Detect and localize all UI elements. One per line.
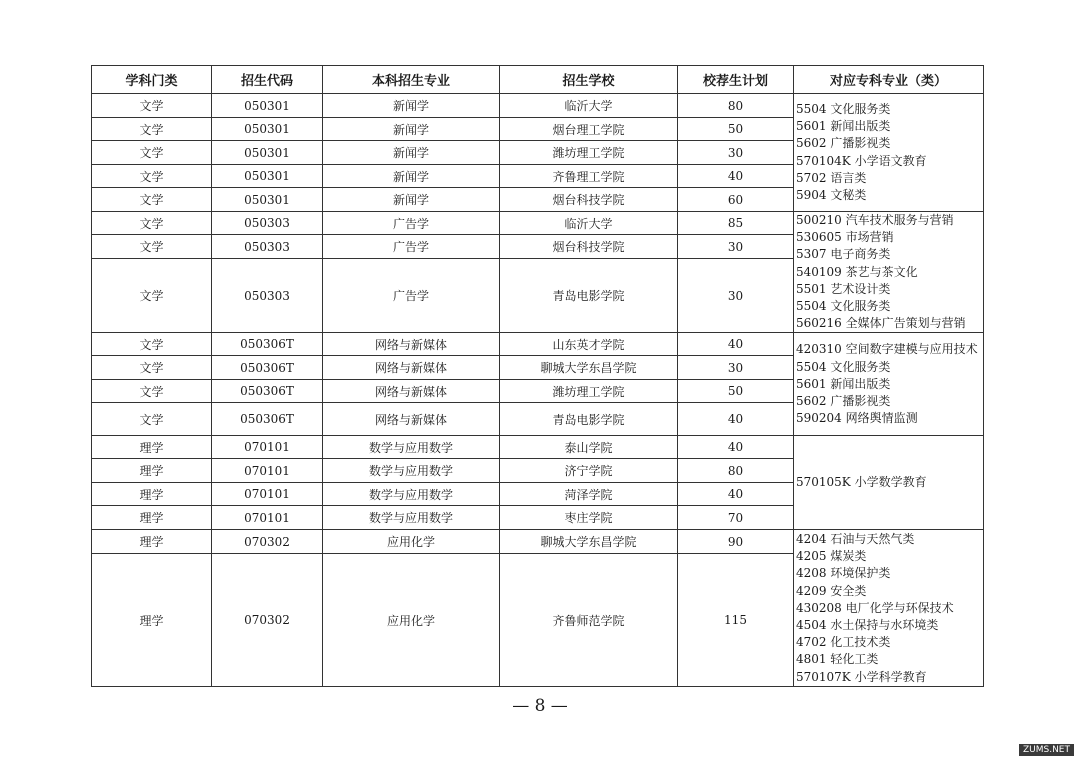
cell-school: 聊城大学东昌学院 bbox=[500, 530, 678, 554]
related-majors-cell bbox=[794, 333, 984, 436]
related-major-item: 420310 空间数字建模与应用技术 bbox=[796, 342, 978, 357]
cell-school: 临沂大学 bbox=[500, 94, 678, 118]
cell-code: 070101 bbox=[212, 459, 323, 483]
cell-major: 网络与新媒体 bbox=[323, 380, 500, 403]
cell-school: 聊城大学东昌学院 bbox=[500, 356, 678, 380]
cell-school: 烟台科技学院 bbox=[500, 188, 678, 212]
table-row bbox=[92, 530, 984, 554]
cell-major: 数学与应用数学 bbox=[323, 436, 500, 459]
cell-code: 050306T bbox=[212, 333, 323, 356]
cell-category: 理学 bbox=[92, 530, 212, 554]
related-major-item: 5602 广播影视类 bbox=[796, 394, 891, 409]
cell-plan: 80 bbox=[678, 459, 794, 483]
related-major-item: 570104K 小学语文教育 bbox=[796, 153, 927, 168]
cell-code: 070101 bbox=[212, 436, 323, 459]
cell-category: 文学 bbox=[92, 118, 212, 141]
related-major-item: 5702 语言类 bbox=[796, 170, 867, 185]
cell-plan: 80 bbox=[678, 94, 794, 118]
cell-category: 理学 bbox=[92, 554, 212, 687]
cell-code: 050303 bbox=[212, 235, 323, 259]
cell-major: 广告学 bbox=[323, 259, 500, 333]
related-major-item: 5601 新闻出版类 bbox=[796, 376, 891, 391]
related-major-item: 4205 煤炭类 bbox=[796, 549, 867, 564]
related-major-item: 4209 安全类 bbox=[796, 583, 867, 598]
enrollment-table bbox=[91, 65, 984, 687]
cell-school: 齐鲁师范学院 bbox=[500, 554, 678, 687]
related-major-item: 5601 新闻出版类 bbox=[796, 119, 891, 134]
related-major-item: 5602 广播影视类 bbox=[796, 136, 891, 151]
related-major-item: 5904 文秘类 bbox=[796, 187, 867, 202]
related-major-item: 4702 化工技术类 bbox=[796, 635, 891, 650]
cell-major: 广告学 bbox=[323, 235, 500, 259]
related-major-item: 530605 市场营销 bbox=[796, 230, 894, 245]
cell-code: 050303 bbox=[212, 212, 323, 235]
related-major-item: 5504 文化服务类 bbox=[796, 299, 891, 314]
cell-major: 网络与新媒体 bbox=[323, 403, 500, 436]
cell-major: 应用化学 bbox=[323, 554, 500, 687]
cell-plan: 40 bbox=[678, 403, 794, 436]
cell-plan: 50 bbox=[678, 380, 794, 403]
related-major-item: 500210 汽车技术服务与营销 bbox=[796, 213, 954, 227]
cell-school: 烟台理工学院 bbox=[500, 118, 678, 141]
related-major-item: 560216 全媒体广告策划与营销 bbox=[796, 316, 966, 331]
page-number: — 8 — bbox=[512, 696, 568, 716]
cell-plan: 115 bbox=[678, 554, 794, 687]
cell-code: 050306T bbox=[212, 403, 323, 436]
cell-plan: 30 bbox=[678, 235, 794, 259]
cell-code: 050301 bbox=[212, 165, 323, 188]
cell-plan: 40 bbox=[678, 483, 794, 506]
cell-plan: 30 bbox=[678, 259, 794, 333]
cell-school: 青岛电影学院 bbox=[500, 403, 678, 436]
cell-school: 潍坊理工学院 bbox=[500, 141, 678, 165]
cell-major: 网络与新媒体 bbox=[323, 333, 500, 356]
cell-plan: 90 bbox=[678, 530, 794, 554]
cell-category: 文学 bbox=[92, 94, 212, 118]
cell-code: 070101 bbox=[212, 483, 323, 506]
cell-school: 泰山学院 bbox=[500, 436, 678, 459]
cell-category: 理学 bbox=[92, 506, 212, 530]
cell-code: 050306T bbox=[212, 380, 323, 403]
cell-school: 烟台科技学院 bbox=[500, 235, 678, 259]
related-major-item: 4504 水土保持与水环境类 bbox=[796, 618, 939, 633]
related-majors-cell bbox=[794, 212, 984, 333]
cell-code: 050303 bbox=[212, 259, 323, 333]
related-major-item: 4204 石油与天然气类 bbox=[796, 532, 915, 546]
cell-school: 临沂大学 bbox=[500, 212, 678, 235]
cell-category: 理学 bbox=[92, 459, 212, 483]
cell-plan: 85 bbox=[678, 212, 794, 235]
cell-category: 文学 bbox=[92, 259, 212, 333]
header-major: 本科招生专业 bbox=[323, 66, 500, 94]
cell-major: 新闻学 bbox=[323, 118, 500, 141]
table-row bbox=[92, 436, 984, 459]
cell-category: 理学 bbox=[92, 436, 212, 459]
cell-code: 050301 bbox=[212, 94, 323, 118]
cell-code: 050301 bbox=[212, 141, 323, 165]
cell-category: 文学 bbox=[92, 333, 212, 356]
cell-plan: 30 bbox=[678, 141, 794, 165]
cell-major: 新闻学 bbox=[323, 141, 500, 165]
cell-plan: 50 bbox=[678, 118, 794, 141]
cell-category: 文学 bbox=[92, 356, 212, 380]
cell-code: 050301 bbox=[212, 118, 323, 141]
cell-category: 文学 bbox=[92, 141, 212, 165]
cell-plan: 60 bbox=[678, 188, 794, 212]
cell-school: 济宁学院 bbox=[500, 459, 678, 483]
cell-major: 新闻学 bbox=[323, 188, 500, 212]
related-major-item: 5504 文化服务类 bbox=[796, 359, 891, 374]
table-row bbox=[92, 333, 984, 356]
cell-plan: 40 bbox=[678, 165, 794, 188]
cell-category: 文学 bbox=[92, 188, 212, 212]
cell-major: 数学与应用数学 bbox=[323, 459, 500, 483]
header-school: 招生学校 bbox=[500, 66, 678, 94]
cell-category: 文学 bbox=[92, 235, 212, 259]
cell-code: 050306T bbox=[212, 356, 323, 380]
table-body bbox=[92, 94, 984, 687]
cell-major: 广告学 bbox=[323, 212, 500, 235]
related-majors-cell bbox=[794, 436, 984, 530]
related-majors-cell bbox=[794, 94, 984, 212]
related-major-item: 4801 轻化工类 bbox=[796, 652, 879, 667]
related-major-item: 5504 文化服务类 bbox=[796, 101, 891, 116]
cell-major: 应用化学 bbox=[323, 530, 500, 554]
related-major-item: 540109 茶艺与茶文化 bbox=[796, 264, 918, 279]
cell-code: 070302 bbox=[212, 554, 323, 687]
cell-major: 数学与应用数学 bbox=[323, 506, 500, 530]
header-related-majors: 对应专科专业（类） bbox=[794, 66, 984, 94]
cell-plan: 70 bbox=[678, 506, 794, 530]
related-major-item: 590204 网络舆情监测 bbox=[796, 411, 918, 426]
cell-major: 新闻学 bbox=[323, 165, 500, 188]
related-major-item: 430208 电厂化学与环保技术 bbox=[796, 600, 954, 615]
cell-code: 050301 bbox=[212, 188, 323, 212]
header-plan: 校荐生计划 bbox=[678, 66, 794, 94]
related-major-item: 5501 艺术设计类 bbox=[796, 281, 891, 296]
cell-major: 网络与新媒体 bbox=[323, 356, 500, 380]
related-major-item: 570105K 小学数学教育 bbox=[796, 475, 927, 490]
table-header-row bbox=[92, 66, 984, 94]
cell-plan: 40 bbox=[678, 333, 794, 356]
cell-plan: 40 bbox=[678, 436, 794, 459]
related-major-item: 5307 电子商务类 bbox=[796, 247, 891, 262]
related-major-item: 4208 环境保护类 bbox=[796, 566, 891, 581]
cell-school: 山东英才学院 bbox=[500, 333, 678, 356]
cell-plan: 30 bbox=[678, 356, 794, 380]
header-category: 学科门类 bbox=[92, 66, 212, 94]
cell-category: 文学 bbox=[92, 165, 212, 188]
cell-school: 菏泽学院 bbox=[500, 483, 678, 506]
table-row bbox=[92, 94, 984, 118]
cell-code: 070302 bbox=[212, 530, 323, 554]
cell-category: 文学 bbox=[92, 380, 212, 403]
cell-school: 齐鲁理工学院 bbox=[500, 165, 678, 188]
cell-school: 青岛电影学院 bbox=[500, 259, 678, 333]
cell-major: 新闻学 bbox=[323, 94, 500, 118]
cell-category: 文学 bbox=[92, 212, 212, 235]
table-row bbox=[92, 212, 984, 235]
cell-category: 理学 bbox=[92, 483, 212, 506]
cell-school: 潍坊理工学院 bbox=[500, 380, 678, 403]
cell-school: 枣庄学院 bbox=[500, 506, 678, 530]
cell-category: 文学 bbox=[92, 403, 212, 436]
cell-major: 数学与应用数学 bbox=[323, 483, 500, 506]
related-majors-cell bbox=[794, 530, 984, 687]
cell-code: 070101 bbox=[212, 506, 323, 530]
related-major-item: 570107K 小学科学教育 bbox=[796, 669, 927, 684]
watermark: ZUMS.NET bbox=[1019, 744, 1074, 756]
header-code: 招生代码 bbox=[212, 66, 323, 94]
